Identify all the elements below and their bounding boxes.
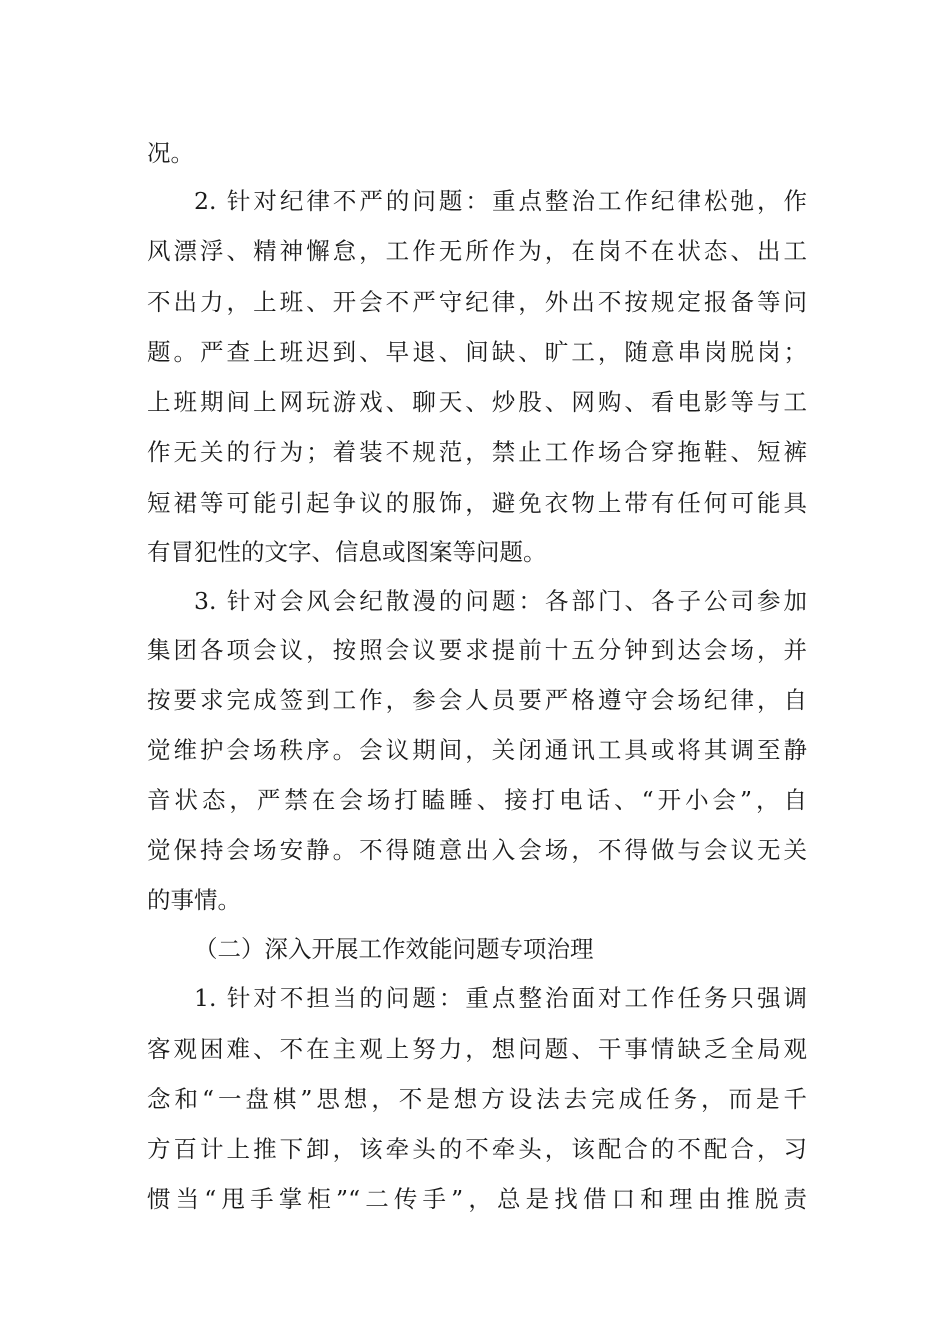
text-line-1: 况。 (147, 139, 194, 167)
paragraph-4-line-5: 惯当“甩手掌柜”“二传手”，总是找借口和理由推脱责 (147, 1185, 807, 1213)
paragraph-3-line-1: 3. 针对会风会纪散漫的问题：各部门、各子公司参加 (194, 587, 807, 615)
paragraph-2-line-4: 题。严查上班迟到、早退、间缺、旷工，随意串岗脱岗； (147, 338, 807, 366)
paragraph-4-line-1: 1. 针对不担当的问题：重点整治面对工作任务只强调 (194, 984, 807, 1012)
paragraph-2-line-7: 短裙等可能引起争议的服饰，避免衣物上带有任何可能具 (147, 489, 807, 517)
paragraph-2-line-6: 作无关的行为；着装不规范，禁止工作场合穿拖鞋、短裤 (147, 438, 807, 466)
paragraph-4-line-2: 客观困难、不在主观上努力，想问题、干事情缺乏全局观 (147, 1035, 807, 1063)
paragraph-3-line-4: 觉维护会场秩序。会议期间，关闭通讯工具或将其调至静 (147, 736, 807, 764)
paragraph-2-line-8: 有冒犯性的文字、信息或图案等问题。 (147, 538, 547, 566)
paragraph-3-line-6: 觉保持会场安静。不得随意出入会场，不得做与会议无关 (147, 836, 807, 864)
paragraph-3-line-5: 音状态，严禁在会场打瞌睡、接打电话、“开小会”，自 (147, 786, 807, 814)
paragraph-3-line-2: 集团各项会议，按照会议要求提前十五分钟到达会场，并 (147, 636, 807, 664)
paragraph-4-line-4: 方百计上推下卸，该牵头的不牵头，该配合的不配合，习 (147, 1135, 807, 1163)
paragraph-3-line-3: 按要求完成签到工作，参会人员要严格遵守会场纪律，自 (147, 686, 807, 714)
paragraph-3-line-7: 的事情。 (147, 886, 241, 914)
section-heading: （二）深入开展工作效能问题专项治理 (194, 935, 594, 963)
paragraph-4-line-3: 念和“一盘棋”思想，不是想方设法去完成任务，而是千 (147, 1085, 807, 1113)
paragraph-2-line-2: 风漂浮、精神懈怠，工作无所作为，在岗不在状态、出工 (147, 237, 807, 265)
paragraph-2-line-3: 不出力，上班、开会不严守纪律，外出不按规定报备等问 (147, 288, 807, 316)
paragraph-2-line-1: 2. 针对纪律不严的问题：重点整治工作纪律松弛，作 (194, 187, 807, 215)
paragraph-2-line-5: 上班期间上网玩游戏、聊天、炒股、网购、看电影等与工 (147, 388, 807, 416)
